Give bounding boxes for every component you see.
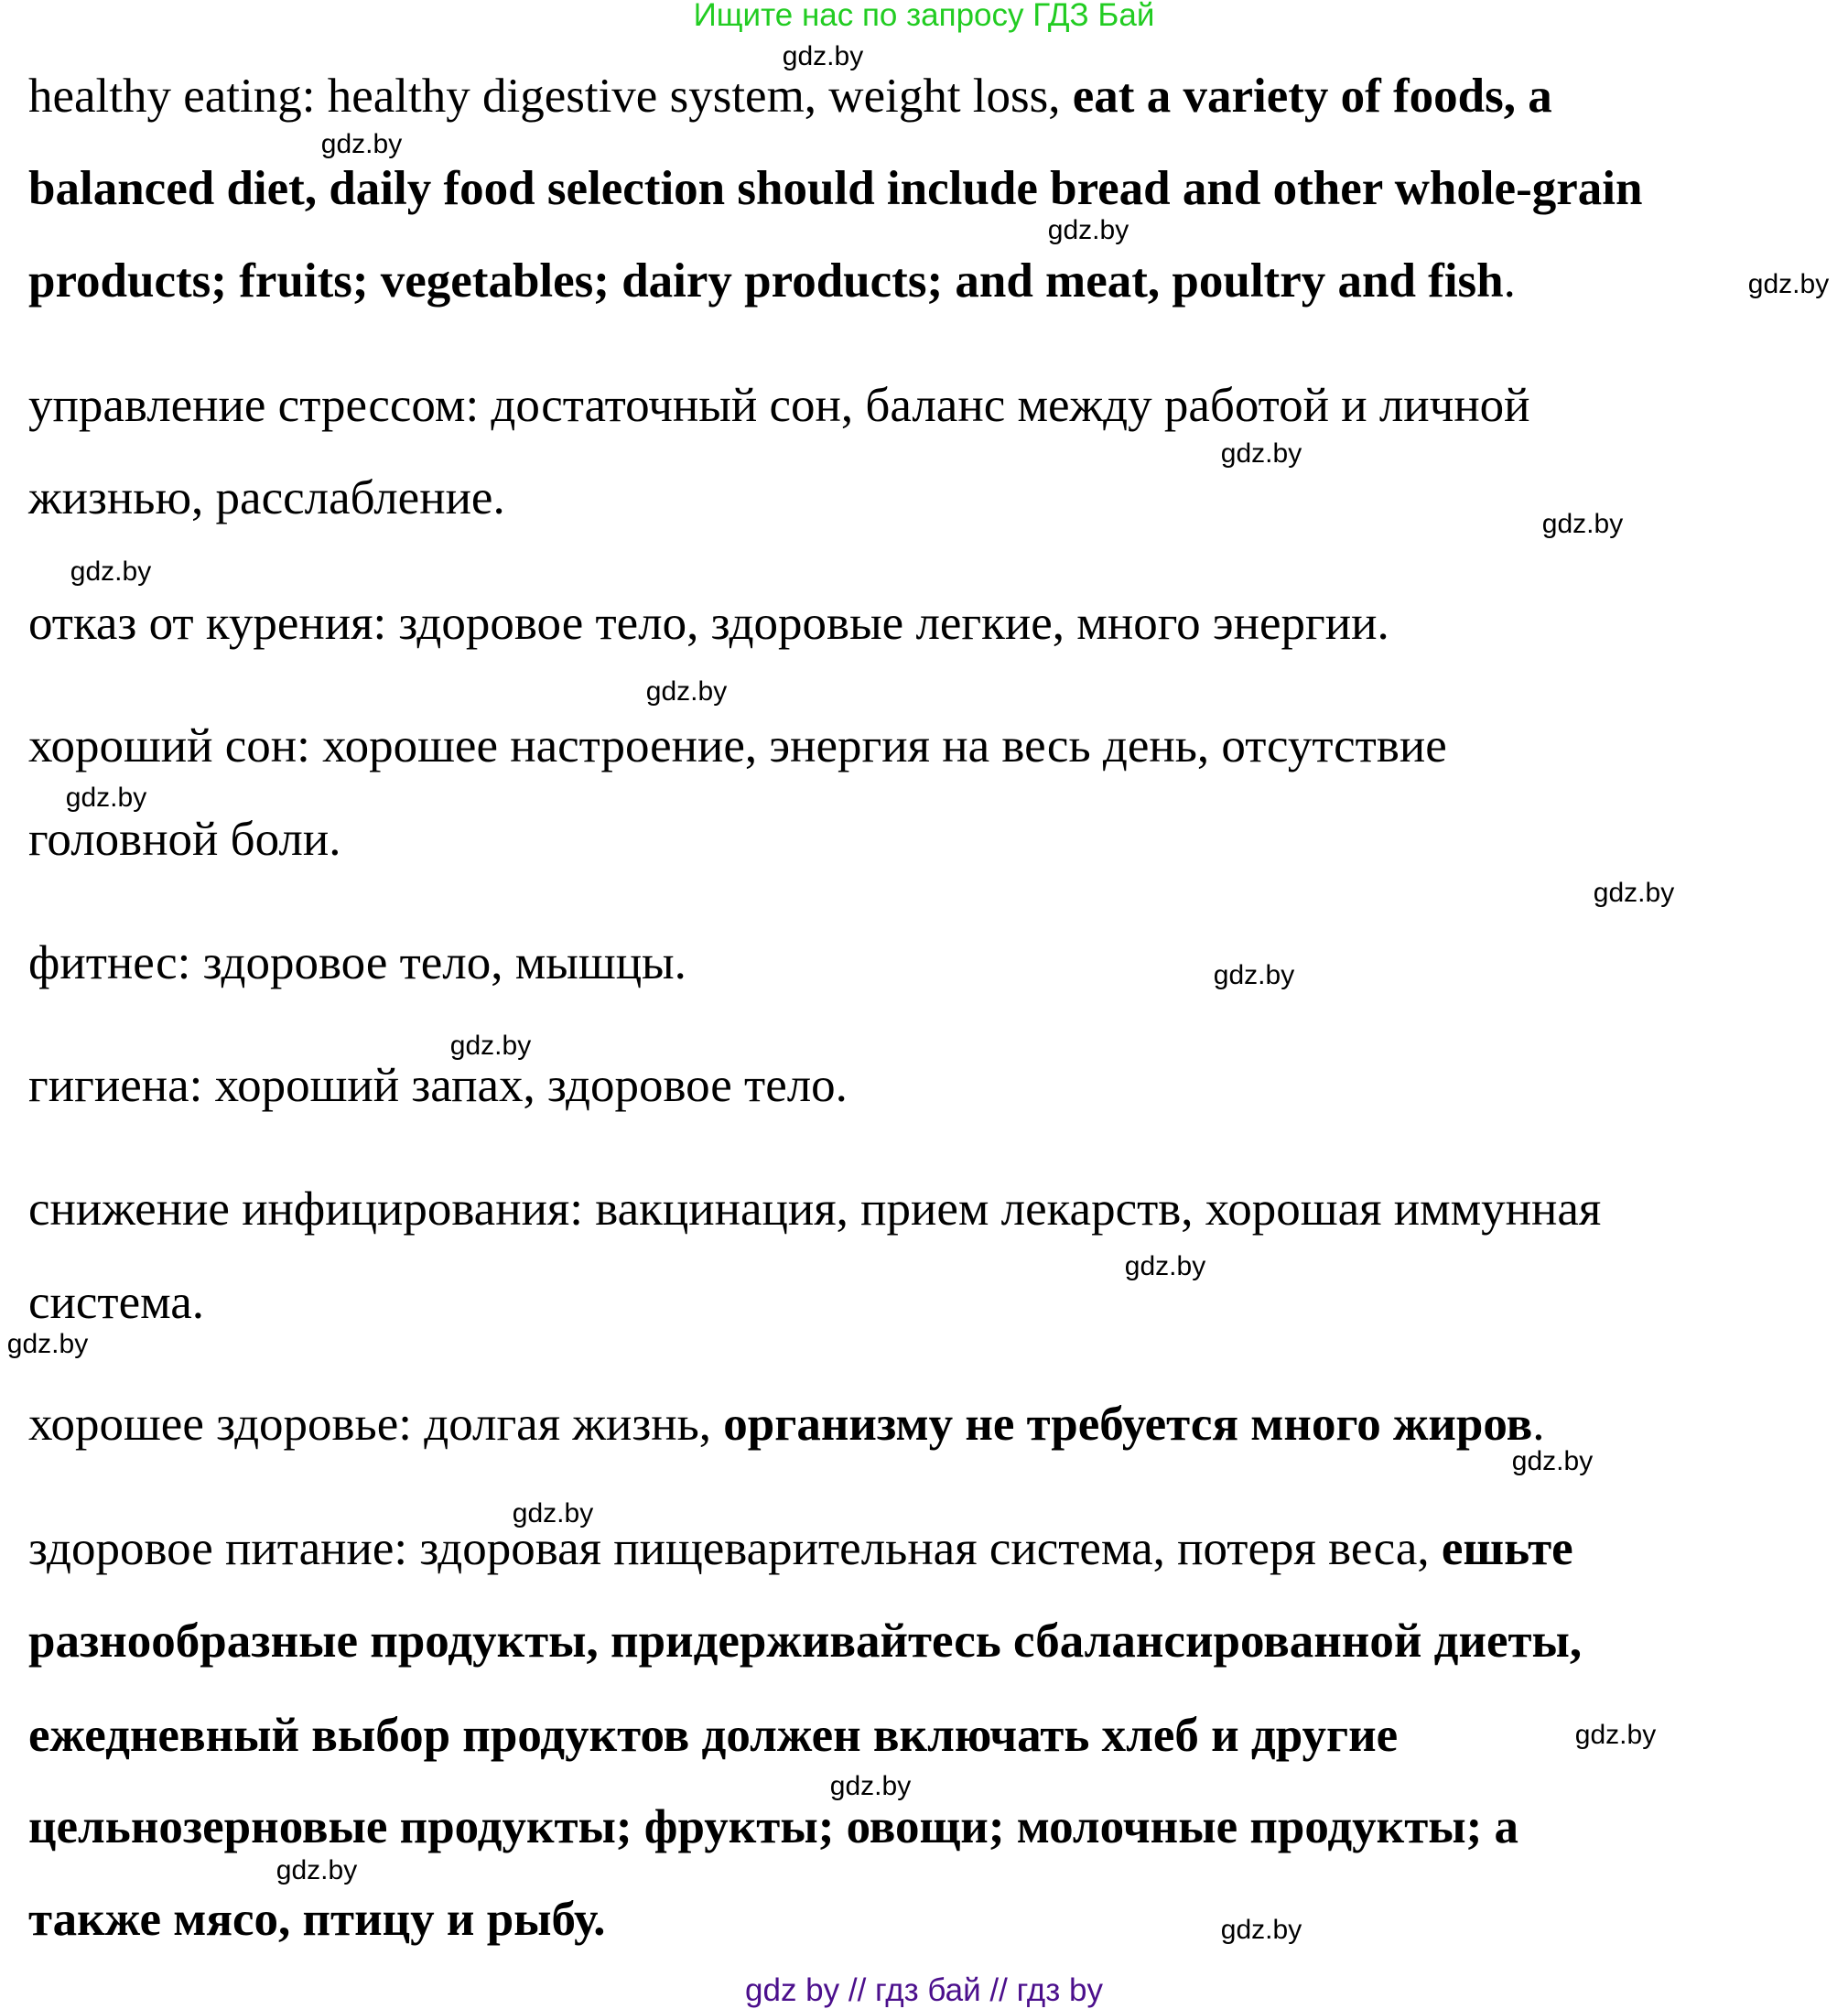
text: жизнью, расслабление.: [28, 471, 505, 524]
watermark-text: gdz.by: [829, 1771, 912, 1801]
text-line: [28, 1892, 606, 1947]
watermark-text: gdz.by: [1747, 269, 1830, 299]
text-line: [28, 812, 341, 867]
watermark-text: gdz.by: [1541, 509, 1624, 539]
text-line: [28, 935, 686, 990]
bold-text: цельнозерновые продукты; фрукты; овощи; молочные продукты; а: [28, 1800, 1519, 1853]
bold-text: balanced diet, daily food selection should include bread and other whole-grain: [28, 162, 1643, 215]
text: отказ от курения: здоровое тело, здоровые легкие, много энергии.: [28, 597, 1389, 650]
footer-links[interactable]: gdz by // гдз бай // гдз by: [745, 1972, 1103, 2008]
watermark-text: gdz.by: [1213, 960, 1295, 990]
text-line: [28, 1521, 1573, 1576]
text-line: [28, 1182, 1601, 1237]
text-line: [28, 378, 1530, 433]
bold-text: ешьте: [1441, 1522, 1573, 1575]
text-line: [28, 596, 1389, 651]
watermark-text: gdz.by: [1593, 878, 1675, 908]
text-line: [28, 69, 1552, 124]
watermark-text: gdz.by: [1047, 215, 1129, 245]
watermark-text: gdz.by: [70, 556, 152, 587]
watermark-text: gdz.by: [6, 1329, 89, 1359]
text-line: [28, 1799, 1518, 1854]
watermark-text: gdz.by: [645, 676, 728, 707]
bold-text: ежедневный выбор продуктов должен включать хлеб и другие: [28, 1709, 1399, 1762]
watermark-text: gdz.by: [512, 1498, 594, 1528]
watermark-text: gdz.by: [1124, 1251, 1206, 1281]
watermark-text: gdz.by: [65, 783, 147, 813]
text: снижение инфицирования: вакцинация, прием лекарств, хорошая иммунная: [28, 1183, 1602, 1236]
watermark-text: gdz.by: [1220, 1915, 1302, 1945]
text-line: [28, 1708, 1398, 1763]
text: хорошее здоровье: долгая жизнь,: [28, 1398, 724, 1451]
text-line: [28, 254, 1516, 308]
text: .: [1503, 254, 1516, 308]
text-line: [28, 161, 1642, 216]
text-line: [28, 470, 505, 525]
watermark-text: gdz.by: [320, 129, 403, 159]
text: healthy eating: healthy digestive system, weight loss,: [28, 70, 1073, 123]
watermark-text: gdz.by: [1511, 1446, 1594, 1476]
watermark-text: gdz.by: [449, 1031, 532, 1061]
text: система.: [28, 1276, 205, 1329]
text-line: [28, 1275, 204, 1330]
text-line: [28, 1614, 1582, 1669]
bold-text: разнообразные продукты, придерживайтесь сбалансированной диеты,: [28, 1615, 1583, 1668]
bold-text: организму не требуется много жиров: [723, 1398, 1533, 1451]
text-line: [28, 1397, 1544, 1452]
text-line: [28, 718, 1447, 773]
watermark-text: gdz.by: [1220, 438, 1302, 469]
search-hint-header[interactable]: Ищите нас по запросу ГДЗ Бай: [693, 0, 1155, 33]
bold-text: products; fruits; vegetables; dairy products; and meat, poultry and fish: [28, 254, 1504, 308]
text: гигиена: хороший запах, здоровое тело.: [28, 1059, 848, 1112]
watermark-text: gdz.by: [276, 1855, 358, 1885]
text: управление стрессом: достаточный сон, баланс между работой и личной: [28, 379, 1530, 432]
text-line: [28, 1058, 848, 1113]
text: хороший сон: хорошее настроение, энергия на весь день, отсутствие: [28, 719, 1447, 772]
text: головной боли.: [28, 813, 341, 866]
watermark-text: gdz.by: [1574, 1720, 1657, 1750]
text: .: [1532, 1398, 1545, 1451]
watermark-text: gdz.by: [782, 41, 864, 71]
text: здоровое питание: здоровая пищеварительная система, потеря веса,: [28, 1522, 1442, 1575]
bold-text: eat a variety of foods, a: [1072, 70, 1552, 123]
text: фитнес: здоровое тело, мышцы.: [28, 936, 686, 989]
bold-text: также мясо, птицу и рыбу.: [28, 1893, 606, 1946]
